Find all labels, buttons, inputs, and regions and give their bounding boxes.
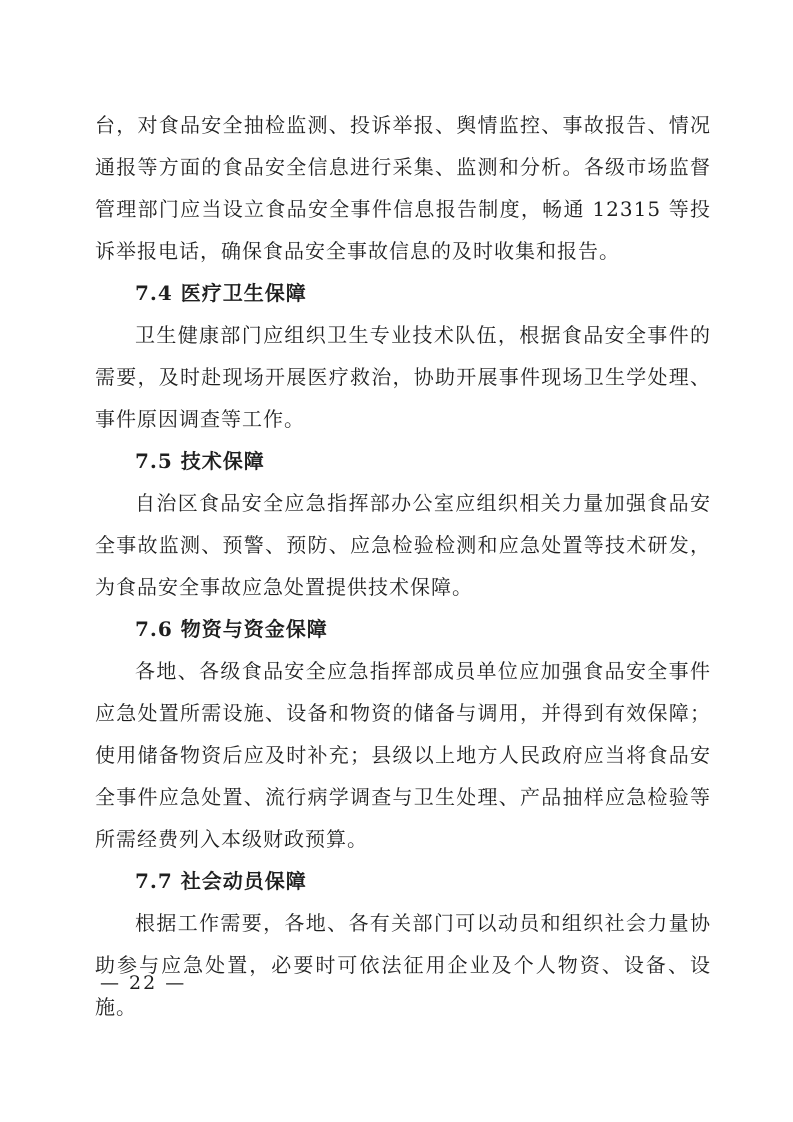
page-number bbox=[100, 962, 186, 1004]
section-heading-7-7-social-mobilization: 7.7 社会动员保障 bbox=[135, 869, 307, 893]
paragraph-medical-support: 卫生健康部门应组织卫生专业技术队伍，根据食品安全事件的需要，及时赴现场开展医疗救治，协助开展事件现场卫生学处理、事件原因调查等工作。 bbox=[95, 323, 711, 431]
section-heading-7-5-technical: 7.5 技术保障 bbox=[135, 449, 265, 473]
paragraph-technical-support: 自治区食品安全应急指挥部办公室应组织相关力量加强食品安全事故监测、预警、预防、应急检验检测和应急处置等技术研发，为食品安全事故应急处置提供技术保障。 bbox=[95, 491, 711, 599]
paragraph-social-mobilization: 根据工作需要，各地、各有关部门可以动员和组织社会力量协助参与应急处置，必要时可依法征用企业及个人物资、设备、设施。 bbox=[95, 911, 711, 1019]
section-heading-7-6-material-funding: 7.6 物资与资金保障 bbox=[135, 617, 328, 641]
paragraph-info-reporting: 台，对食品安全抽检监测、投诉举报、舆情监控、事故报告、情况通报等方面的食品安全信息进行采集、监测和分析。各级市场监督管理部门应当设立食品安全事件信息报告制度，畅通 12315 等投诉举报电话，确保食品安全事故信息的及时收集和报告。 bbox=[95, 113, 711, 263]
paragraph-material-funding-support: 各地、各级食品安全应急指挥部成员单位应加强食品安全事件应急处置所需设施、设备和物资的储备与调用，并得到有效保障；使用储备物资后应及时补充；县级以上地方人民政府应当将食品安全事件应急处置、流行病学调查与卫生处理、产品抽样应急检验等所需经费列入本级财政预算。 bbox=[95, 659, 711, 851]
page-content bbox=[95, 104, 711, 1028]
page-number-label: — 22 — bbox=[100, 972, 187, 994]
section-heading-7-4-medical: 7.4 医疗卫生保障 bbox=[135, 281, 307, 305]
